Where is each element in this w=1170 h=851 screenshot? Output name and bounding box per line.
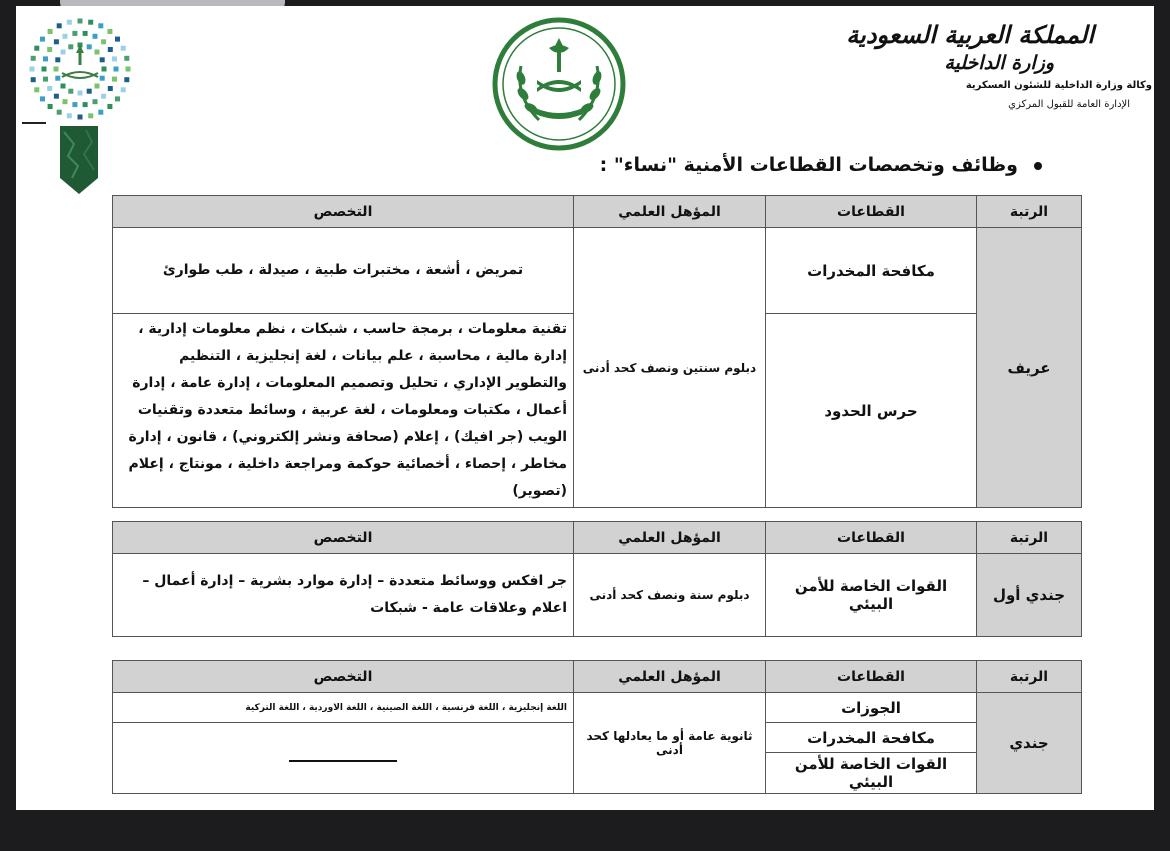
logo-dot bbox=[72, 31, 77, 36]
logo-dot bbox=[55, 57, 60, 62]
sector-cell: حرس الحدود bbox=[766, 314, 977, 508]
table-corporal bbox=[112, 195, 1082, 508]
logo-dot bbox=[115, 96, 120, 101]
logo-dot bbox=[93, 99, 98, 104]
logo-dot bbox=[48, 104, 53, 109]
logo-dot bbox=[88, 113, 93, 118]
logo-dot bbox=[40, 96, 45, 101]
green-banner-icon bbox=[60, 126, 98, 194]
document-page bbox=[16, 6, 1154, 810]
rank-cell: عريف bbox=[977, 228, 1082, 508]
logo-dot bbox=[61, 50, 66, 55]
logo-dot bbox=[87, 89, 92, 94]
logo-dot bbox=[47, 86, 52, 91]
logo-dot bbox=[54, 39, 59, 44]
logo-dot bbox=[100, 57, 105, 62]
logo-dot bbox=[78, 91, 83, 96]
rank-cell: جندي أول bbox=[977, 554, 1082, 637]
logo-dot bbox=[78, 19, 83, 24]
table-soldier bbox=[112, 660, 1082, 794]
header-specialization: التخصص bbox=[113, 196, 574, 228]
sector-cell: القوات الخاصة للأمن البيئي bbox=[766, 554, 977, 637]
logo-dot bbox=[114, 67, 119, 72]
logo-dot bbox=[112, 77, 117, 82]
logo-dot bbox=[68, 89, 73, 94]
specialization-cell: جر افكس ووسائط متعددة – إدارة موارد بشرية – إدارة أعمال – اعلام وعلاقات عامة - شبكات bbox=[113, 554, 574, 637]
logo-dot bbox=[42, 67, 47, 72]
header-sectors: القطاعات bbox=[766, 196, 977, 228]
specialization-cell: تمريض ، أشعة ، مختبرات طبية ، صيدلة ، طب طوارئ bbox=[113, 228, 574, 314]
logo-dot bbox=[126, 67, 131, 72]
header-qualification: المؤهل العلمي bbox=[574, 196, 766, 228]
logo-dot bbox=[100, 76, 105, 81]
sector-cell: القوات الخاصة للأمن البيئي bbox=[766, 753, 977, 794]
logo-dot bbox=[95, 84, 100, 89]
logo-dot bbox=[34, 46, 39, 51]
logo-dot bbox=[43, 56, 48, 61]
kingdom-name: المملكة العربية السعودية bbox=[846, 20, 1094, 49]
logo-dot bbox=[124, 56, 129, 61]
logo-dot bbox=[30, 67, 35, 72]
logo-dot bbox=[121, 87, 126, 92]
logo-dot bbox=[121, 46, 126, 51]
specialization-cell: اللغة إنجليزية ، اللغة فرنسية ، اللغة الصينية ، اللغة الاوردية ، اللغة التركية bbox=[113, 693, 574, 723]
rank-cell: جندي bbox=[977, 693, 1082, 794]
logo-dot bbox=[72, 102, 77, 107]
logo-dot bbox=[98, 110, 103, 115]
sector-cell: الجوزات bbox=[766, 693, 977, 723]
logo-dot bbox=[107, 29, 112, 34]
sector-cell: مكافحة المخدرات bbox=[766, 723, 977, 753]
logo-dot bbox=[78, 115, 83, 120]
bullet-icon bbox=[1034, 162, 1042, 170]
header-specialization: التخصص bbox=[113, 661, 574, 693]
table-first-soldier bbox=[112, 521, 1082, 637]
dash-mark bbox=[22, 122, 46, 124]
section-heading-text: وظائف وتخصصات القطاعات الأمنية "نساء" : bbox=[599, 154, 1018, 176]
specialization-cell: تقنية معلومات ، برمجة حاسب ، شبكات ، نظم معلومات إدارية ، إدارة مالية ، محاسبة ، علم بيانات ، لغة إنجليزية ، التنظيم والتطوير الإداري ، تحليل وتصميم المعلومات ، إدارة عامة ، إدارة أعمال ، مكتبات ومعلومات ، لغة عربية ، وسائط متعددة وتقنيات الويب (جر افيك) ، إعلام (صحافة ونشر إلكتروني) ، قانون ، إدارة مخاطر ، إحصاء ، أخصائية حوكمة ومراجعة داخلية ، مونتاج ، إعلام (تصوير) bbox=[113, 314, 574, 508]
ministry-emblem bbox=[491, 16, 627, 152]
logo-dot bbox=[93, 34, 98, 39]
logo-dot bbox=[54, 67, 59, 72]
logo-dot bbox=[40, 37, 45, 42]
header-sectors: القطاعات bbox=[766, 522, 977, 554]
logo-dot bbox=[83, 31, 88, 36]
logo-dot bbox=[63, 99, 68, 104]
logo-dot bbox=[88, 20, 93, 25]
logo-dot bbox=[101, 94, 106, 99]
logo-dot bbox=[47, 47, 52, 52]
logo-dot bbox=[61, 84, 66, 89]
logo-dot bbox=[57, 23, 62, 28]
logo-dot bbox=[63, 34, 68, 39]
logo-dot bbox=[83, 102, 88, 107]
qualification-cell: ثانوية عامة أو ما يعادلها كحد أدنى bbox=[574, 693, 766, 794]
logo-dot bbox=[108, 86, 113, 91]
logo-dot bbox=[87, 44, 92, 49]
sector-cell: مكافحة المخدرات bbox=[766, 228, 977, 314]
logo-dot bbox=[48, 29, 53, 34]
section-heading bbox=[600, 154, 1042, 176]
logo-dot bbox=[108, 47, 113, 52]
logo-dot bbox=[54, 94, 59, 99]
logo-dot bbox=[95, 50, 100, 55]
logo-dot bbox=[101, 39, 106, 44]
logo-dot bbox=[102, 67, 107, 72]
department-name: الإدارة العامة للقبول المركزي bbox=[1008, 99, 1130, 110]
specialization-empty-cell bbox=[113, 723, 574, 794]
logo-dot bbox=[98, 23, 103, 28]
logo-dot bbox=[55, 76, 60, 81]
logo-dot bbox=[67, 113, 72, 118]
logo-dot bbox=[68, 44, 73, 49]
logo-dot bbox=[31, 77, 36, 82]
header-sectors: القطاعات bbox=[766, 661, 977, 693]
vision-logo bbox=[24, 14, 136, 124]
header-qualification: المؤهل العلمي bbox=[574, 522, 766, 554]
logo-dot bbox=[112, 56, 117, 61]
logo-dot bbox=[31, 56, 36, 61]
header-qualification: المؤهل العلمي bbox=[574, 661, 766, 693]
agency-name: وكالة وزارة الداخلية للشئون العسكرية bbox=[965, 80, 1152, 91]
ministry-name: وزارة الداخلية bbox=[944, 52, 1054, 74]
logo-dot bbox=[107, 104, 112, 109]
logo-dot bbox=[124, 77, 129, 82]
header-rank: الرتبة bbox=[977, 522, 1082, 554]
qualification-cell: دبلوم سنتين ونصف كحد أدنى bbox=[574, 228, 766, 508]
logo-dot bbox=[57, 110, 62, 115]
header-rank: الرتبة bbox=[977, 661, 1082, 693]
logo-dot bbox=[34, 87, 39, 92]
qualification-cell: دبلوم سنة ونصف كحد أدنى bbox=[574, 554, 766, 637]
ministry-header bbox=[846, 20, 1152, 114]
header-rank: الرتبة bbox=[977, 196, 1082, 228]
header-specialization: التخصص bbox=[113, 522, 574, 554]
blank-line bbox=[289, 760, 397, 762]
logo-dot bbox=[67, 20, 72, 25]
logo-dot bbox=[115, 37, 120, 42]
logo-dot bbox=[43, 77, 48, 82]
